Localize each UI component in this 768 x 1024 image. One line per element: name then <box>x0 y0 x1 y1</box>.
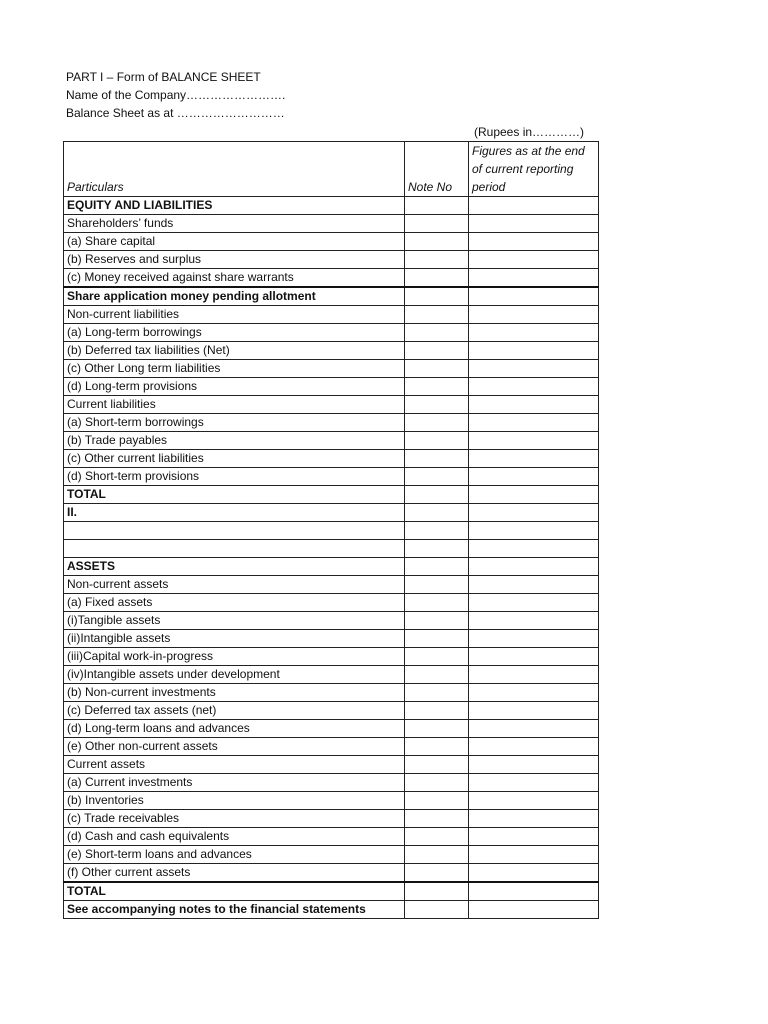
table-row <box>64 251 599 269</box>
note-no-cell <box>405 738 469 756</box>
table-row <box>64 666 599 684</box>
figures-cell <box>469 882 599 901</box>
particulars-cell: (c) Other current liabilities <box>64 450 405 468</box>
particulars-cell: (f) Other current assets <box>64 864 405 883</box>
company-name-line: Name of the Company……………………. <box>66 88 286 102</box>
table-row <box>64 846 599 864</box>
particulars-cell: TOTAL <box>64 486 405 504</box>
particulars-cell: Non-current assets <box>64 576 405 594</box>
particulars-cell: (b) Trade payables <box>64 432 405 450</box>
note-no-cell <box>405 432 469 450</box>
table-row <box>64 630 599 648</box>
table-row <box>64 702 599 720</box>
note-no-cell <box>405 414 469 432</box>
particulars-cell: (e) Other non-current assets <box>64 738 405 756</box>
form-title: PART I – Form of BALANCE SHEET <box>66 70 261 84</box>
figures-cell <box>469 846 599 864</box>
figures-cell <box>469 558 599 576</box>
note-no-cell <box>405 630 469 648</box>
particulars-cell: ASSETS <box>64 558 405 576</box>
note-no-cell <box>405 378 469 396</box>
figures-cell <box>469 269 599 288</box>
particulars-cell: (ii)Intangible assets <box>64 630 405 648</box>
figures-cell <box>469 432 599 450</box>
note-no-cell <box>405 197 469 215</box>
figures-cell <box>469 594 599 612</box>
particulars-cell: (d) Cash and cash equivalents <box>64 828 405 846</box>
figures-cell <box>469 197 599 215</box>
figures-cell <box>469 684 599 702</box>
particulars-cell: (a) Share capital <box>64 233 405 251</box>
particulars-cell: (iii)Capital work-in-progress <box>64 648 405 666</box>
particulars-cell: TOTAL <box>64 882 405 901</box>
particulars-cell: Shareholders’ funds <box>64 215 405 233</box>
table-row <box>64 504 599 522</box>
note-no-cell <box>405 486 469 504</box>
particulars-cell: (d) Long-term loans and advances <box>64 720 405 738</box>
note-no-cell <box>405 504 469 522</box>
figures-cell <box>469 233 599 251</box>
note-no-cell <box>405 360 469 378</box>
figures-cell <box>469 720 599 738</box>
particulars-cell: (c) Money received against share warrants <box>64 269 405 288</box>
table-row <box>64 612 599 630</box>
figures-cell <box>469 630 599 648</box>
note-no-cell <box>405 792 469 810</box>
table-row <box>64 396 599 414</box>
table-row <box>64 756 599 774</box>
figures-cell <box>469 810 599 828</box>
table-row <box>64 233 599 251</box>
table-row <box>64 540 599 558</box>
table-row <box>64 684 599 702</box>
figures-cell <box>469 738 599 756</box>
particulars-cell: II. <box>64 504 405 522</box>
note-no-cell <box>405 594 469 612</box>
particulars-cell <box>64 540 405 558</box>
column-header-note-no: Note No <box>405 142 469 197</box>
figures-cell <box>469 576 599 594</box>
note-no-cell <box>405 612 469 630</box>
particulars-cell: (d) Long-term provisions <box>64 378 405 396</box>
table-row <box>64 378 599 396</box>
particulars-cell: (e) Short-term loans and advances <box>64 846 405 864</box>
note-no-cell <box>405 522 469 540</box>
particulars-cell: Current liabilities <box>64 396 405 414</box>
table-row <box>64 215 599 233</box>
particulars-cell: EQUITY AND LIABILITIES <box>64 197 405 215</box>
table-row <box>64 269 599 288</box>
figures-cell <box>469 792 599 810</box>
table-row <box>64 810 599 828</box>
note-no-cell <box>405 558 469 576</box>
particulars-cell: (i)Tangible assets <box>64 612 405 630</box>
note-no-cell <box>405 306 469 324</box>
figures-cell <box>469 360 599 378</box>
note-no-cell <box>405 576 469 594</box>
table-row <box>64 432 599 450</box>
figures-cell <box>469 666 599 684</box>
figures-cell <box>469 342 599 360</box>
note-no-cell <box>405 901 469 919</box>
table-row <box>64 828 599 846</box>
figures-cell <box>469 901 599 919</box>
table-row <box>64 324 599 342</box>
note-no-cell <box>405 450 469 468</box>
note-no-cell <box>405 774 469 792</box>
figures-cell <box>469 756 599 774</box>
table-row <box>64 342 599 360</box>
note-no-cell <box>405 828 469 846</box>
table-row <box>64 414 599 432</box>
particulars-cell: Non-current liabilities <box>64 306 405 324</box>
figures-cell <box>469 486 599 504</box>
particulars-cell: (c) Trade receivables <box>64 810 405 828</box>
balance-sheet-date-line: Balance Sheet as at ……………………… <box>66 106 285 120</box>
figures-cell <box>469 468 599 486</box>
particulars-cell: (b) Reserves and surplus <box>64 251 405 269</box>
figures-cell <box>469 702 599 720</box>
table-row <box>64 287 599 306</box>
table-row <box>64 901 599 919</box>
particulars-cell: (d) Short-term provisions <box>64 468 405 486</box>
figures-cell <box>469 378 599 396</box>
particulars-cell <box>64 522 405 540</box>
note-no-cell <box>405 251 469 269</box>
table-row <box>64 882 599 901</box>
note-no-cell <box>405 233 469 251</box>
note-no-cell <box>405 810 469 828</box>
particulars-cell: Current assets <box>64 756 405 774</box>
note-no-cell <box>405 846 469 864</box>
figures-cell <box>469 540 599 558</box>
figures-cell <box>469 396 599 414</box>
note-no-cell <box>405 702 469 720</box>
note-no-cell <box>405 287 469 306</box>
particulars-cell: (b) Inventories <box>64 792 405 810</box>
figures-cell <box>469 306 599 324</box>
table-row <box>64 306 599 324</box>
particulars-cell: (b) Deferred tax liabilities (Net) <box>64 342 405 360</box>
table-row <box>64 486 599 504</box>
table-row <box>64 864 599 883</box>
table-row <box>64 576 599 594</box>
figures-cell <box>469 450 599 468</box>
particulars-cell: (iv)Intangible assets under development <box>64 666 405 684</box>
note-no-cell <box>405 324 469 342</box>
figures-cell <box>469 251 599 269</box>
note-no-cell <box>405 756 469 774</box>
table-row <box>64 468 599 486</box>
table-row <box>64 558 599 576</box>
note-no-cell <box>405 648 469 666</box>
table-row <box>64 197 599 215</box>
column-header-figures: Figures as at the end of current reporting period <box>469 142 599 197</box>
note-no-cell <box>405 396 469 414</box>
note-no-cell <box>405 882 469 901</box>
figures-cell <box>469 287 599 306</box>
particulars-cell: (a) Current investments <box>64 774 405 792</box>
figures-cell <box>469 215 599 233</box>
figures-cell <box>469 828 599 846</box>
note-no-cell <box>405 720 469 738</box>
note-no-cell <box>405 684 469 702</box>
figures-cell <box>469 648 599 666</box>
note-no-cell <box>405 468 469 486</box>
figures-cell <box>469 522 599 540</box>
note-no-cell <box>405 342 469 360</box>
particulars-cell: Share application money pending allotment <box>64 287 405 306</box>
figures-cell <box>469 414 599 432</box>
table-row <box>64 450 599 468</box>
balance-sheet-table <box>63 141 599 919</box>
note-no-cell <box>405 269 469 288</box>
particulars-cell: See accompanying notes to the financial statements <box>64 901 405 919</box>
table-row <box>64 720 599 738</box>
table-row <box>64 774 599 792</box>
table-header-row <box>64 142 599 197</box>
figures-cell <box>469 774 599 792</box>
figures-cell <box>469 612 599 630</box>
table-row <box>64 360 599 378</box>
particulars-cell: (c) Other Long term liabilities <box>64 360 405 378</box>
particulars-cell: (a) Short-term borrowings <box>64 414 405 432</box>
currency-unit-note: (Rupees in…………) <box>474 125 585 139</box>
table-row <box>64 648 599 666</box>
note-no-cell <box>405 540 469 558</box>
note-no-cell <box>405 864 469 883</box>
table-row <box>64 594 599 612</box>
particulars-cell: (a) Fixed assets <box>64 594 405 612</box>
column-header-particulars: Particulars <box>64 142 405 197</box>
note-no-cell <box>405 215 469 233</box>
figures-cell <box>469 324 599 342</box>
table-row <box>64 738 599 756</box>
figures-cell <box>469 504 599 522</box>
note-no-cell <box>405 666 469 684</box>
table-row <box>64 522 599 540</box>
table-row <box>64 792 599 810</box>
particulars-cell: (b) Non-current investments <box>64 684 405 702</box>
particulars-cell: (c) Deferred tax assets (net) <box>64 702 405 720</box>
figures-cell <box>469 864 599 883</box>
particulars-cell: (a) Long-term borrowings <box>64 324 405 342</box>
